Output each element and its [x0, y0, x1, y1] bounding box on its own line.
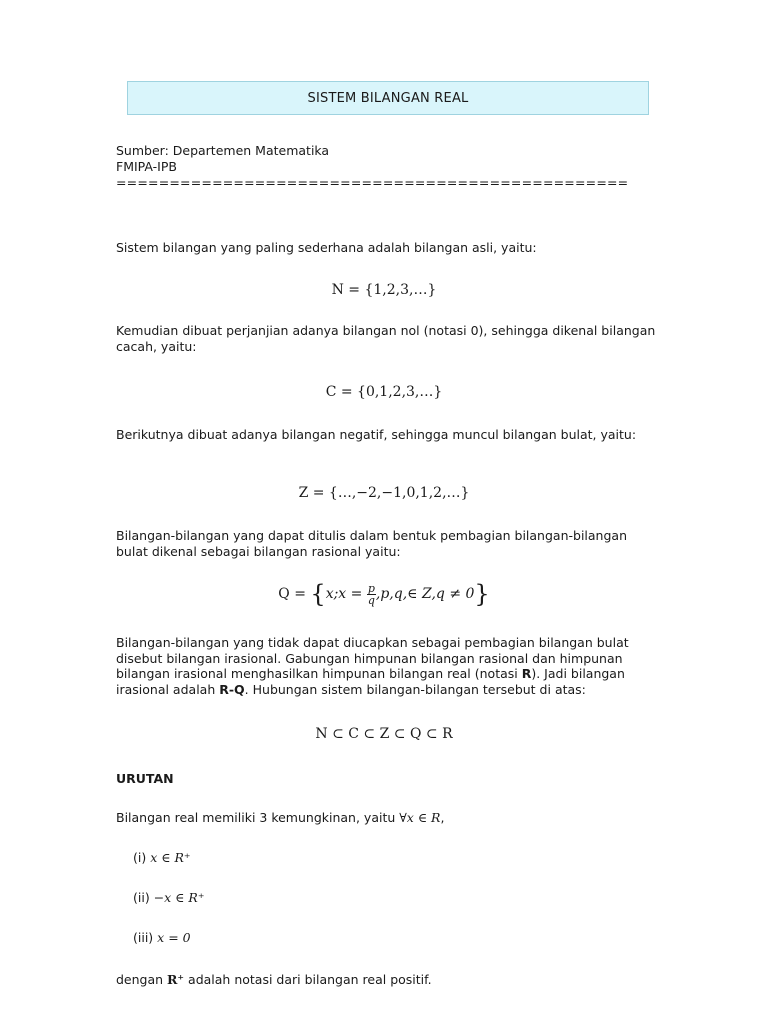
- list-item: [133, 930, 191, 945]
- paragraph-7-post: adalah notasi dari bilangan real positif.: [188, 972, 432, 987]
- formula-rationals: [0, 580, 768, 608]
- list-item-math: x ∈ R⁺: [150, 850, 191, 865]
- paragraph-7-pre: dengan: [116, 972, 168, 987]
- page-title: SISTEM BILANGAN REAL: [307, 90, 469, 106]
- paragraph-4: Bilangan-bilangan yang dapat ditulis dalam bentuk pembagian bilangan-bilangan bulat dikenal sebagai bilangan rasional yaitu:: [116, 528, 627, 559]
- fraction-numerator: p: [367, 581, 375, 595]
- formula-whole-numbers: C = {0,1,2,3,…}: [325, 384, 443, 400]
- section-heading-urutan: URUTAN: [116, 771, 174, 786]
- paragraph-7: [116, 972, 656, 988]
- fraction-denominator: q: [367, 593, 375, 607]
- list-item-math: x = 0: [157, 930, 191, 945]
- list-item: [133, 890, 204, 905]
- source-line-1: Sumber: Departemen Matematika: [116, 143, 330, 158]
- formula-rationals-lhs: Q =: [278, 586, 306, 602]
- formula-subset-chain: N ⊂ C ⊂ Z ⊂ Q ⊂ R: [315, 726, 453, 742]
- left-brace: {: [310, 580, 326, 608]
- fraction: [367, 583, 376, 606]
- list-item-label: (ii): [133, 890, 150, 905]
- paragraph-5-notation-rq: R-Q: [219, 681, 245, 697]
- list-item-math: −x ∈ R⁺: [153, 890, 205, 905]
- formula-rationals-post: ,p,q,∈ Z,q ≠ 0: [375, 586, 475, 602]
- paragraph-6: [116, 810, 656, 826]
- paragraph-7-math: R⁺: [167, 972, 185, 987]
- paragraph-2: Kemudian dibuat perjanjian adanya bilangan nol (notasi 0), sehingga dikenal bilangan cacah, yaitu:: [116, 323, 656, 354]
- paragraph-5: [116, 635, 656, 697]
- formula-natural-numbers: N = {1,2,3,…}: [331, 282, 437, 298]
- list-item-label: (iii): [133, 930, 154, 945]
- paragraph-6-post: ,: [440, 810, 445, 825]
- right-brace: }: [474, 580, 490, 608]
- formula-rationals-pre: x;x =: [325, 586, 363, 602]
- title-box: [127, 81, 649, 115]
- list-item-label: (i): [133, 850, 147, 865]
- formula-integers: Z = {…,−2,−1,0,1,2,…}: [298, 485, 470, 501]
- paragraph-1: Sistem bilangan yang paling sederhana adalah bilangan asli, yaitu:: [116, 240, 537, 255]
- list-item: [133, 850, 190, 865]
- paragraph-3: Berikutnya dibuat adanya bilangan negatif, sehingga muncul bilangan bulat, yaitu:: [116, 427, 637, 442]
- source-line-2: FMIPA-IPB: [116, 159, 177, 174]
- paragraph-5-part-a: Bilangan-bilangan yang tidak dapat diucapkan sebagai pembagian bilangan bulat disebut bilangan irasional. Gabungan himpunan bilangan rasional dan himpunan bilangan irasional menghasilkan himpunan bilangan real (notasi: [116, 635, 629, 681]
- paragraph-6-pre: Bilangan real memiliki 3 kemungkinan, yaitu: [116, 810, 400, 825]
- paragraph-5-part-b: ). Jadi bilangan irasional adalah: [116, 666, 625, 697]
- paragraph-5-notation-r: R: [521, 666, 532, 681]
- separator-line: ================================================: [116, 175, 629, 190]
- paragraph-5-part-c: . Hubungan sistem bilangan-bilangan tersebut di atas:: [244, 681, 586, 697]
- paragraph-6-math: ∀x ∈ R: [399, 810, 441, 825]
